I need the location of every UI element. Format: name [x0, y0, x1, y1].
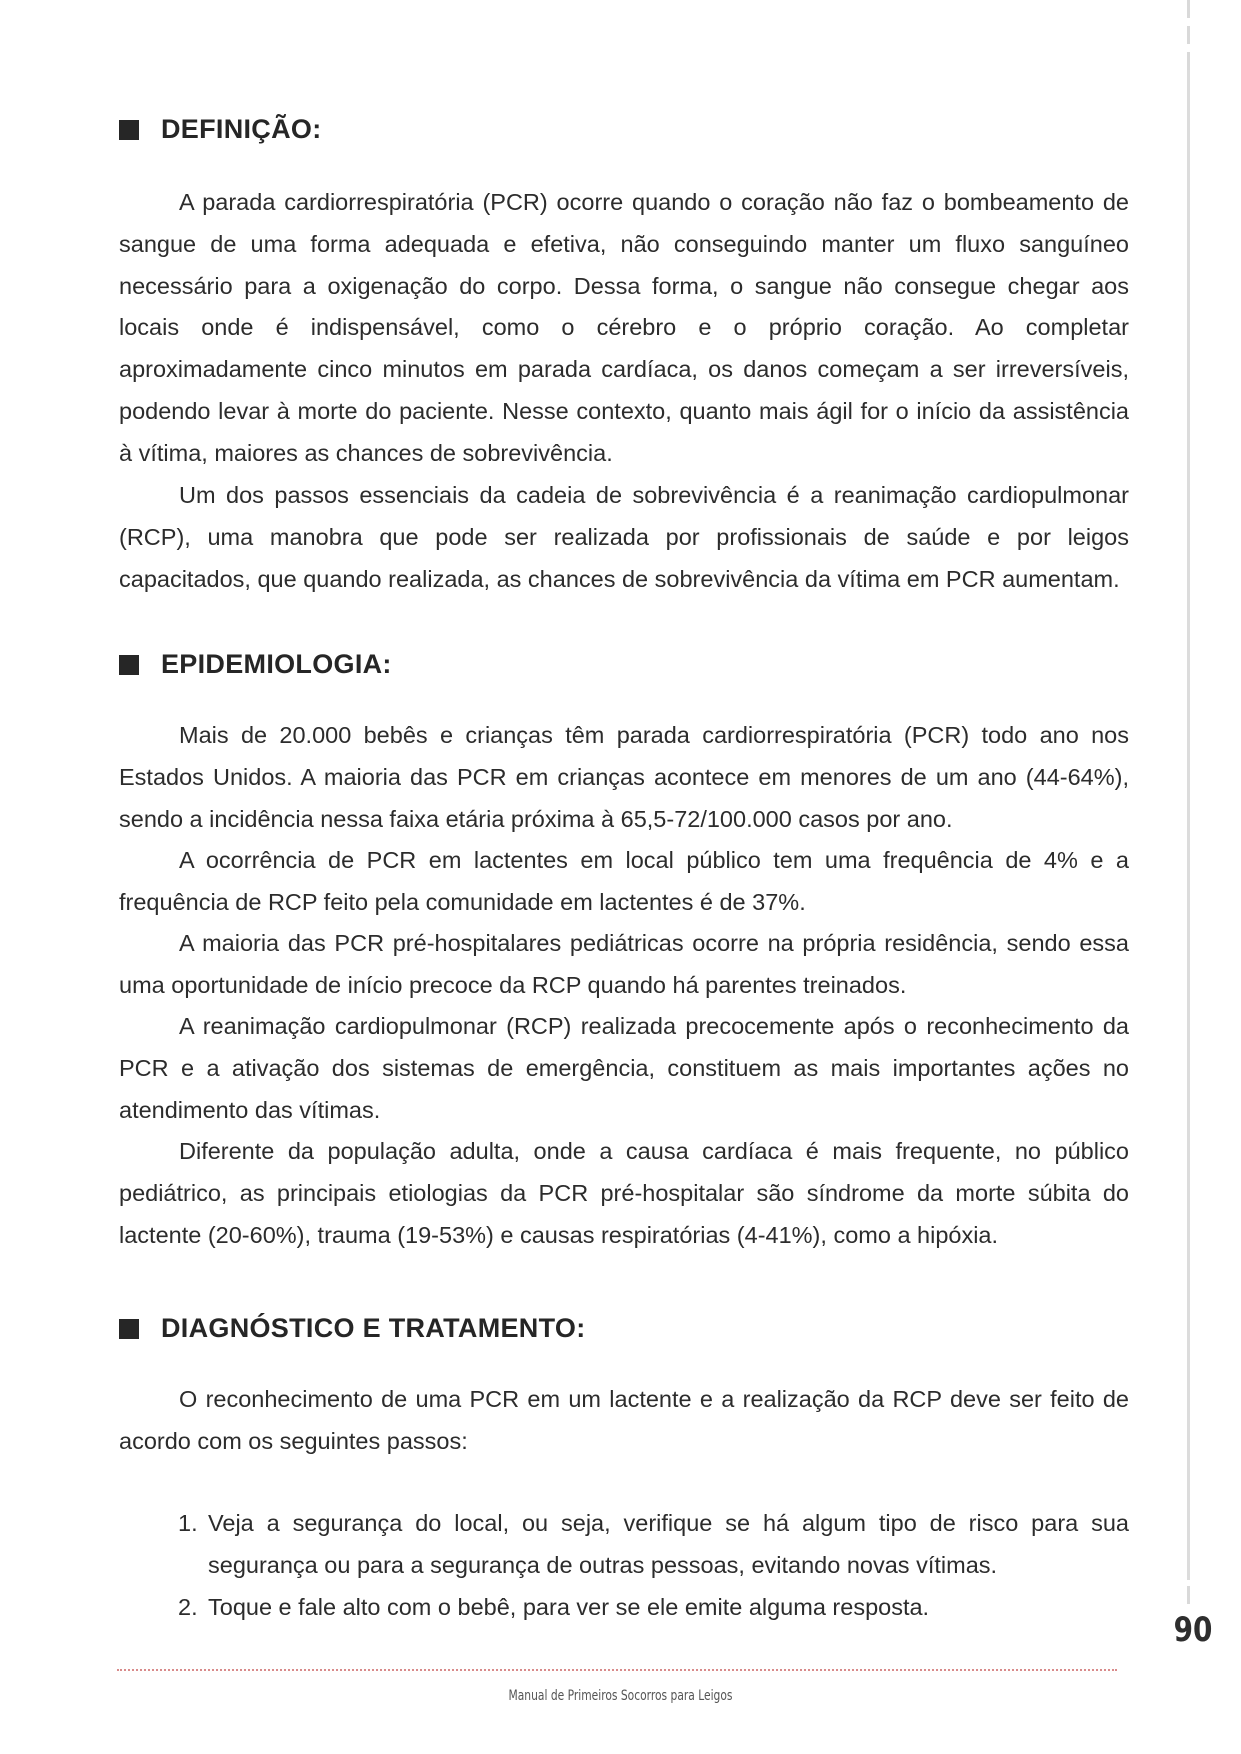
section-heading-epidemiologia — [119, 649, 392, 680]
paragraph: Diferente da população adulta, onde a causa cardíaca é mais frequente, no público pediátrico, as principais etiologias da PCR pré-hospitalar são síndrome da morte súbita do lactente (20-60%), trauma (19-53%) e causas respiratórias (4-41%), como a hipóxia. — [119, 1138, 1129, 1248]
list-item-text: Veja a segurança do local, ou seja, verifique se há algum tipo de risco para sua segurança ou para a segurança de outras pessoas, evitando novas vítimas. — [208, 1510, 1129, 1578]
list-item — [119, 1587, 1129, 1629]
section-title: DIAGNÓSTICO E TRATAMENTO: — [161, 1313, 586, 1343]
paragraph: Mais de 20.000 bebês e crianças têm parada cardiorrespiratória (PCR) todo ano nos Estados Unidos. A maioria das PCR em crianças acontece em menores de um ano (44-64%), sendo a incidência nessa faixa etária próxima à 65,5-72/100.000 casos por ano. — [119, 722, 1129, 832]
heading-bullet-icon — [119, 655, 139, 675]
paragraph: Um dos passos essenciais da cadeia de sobrevivência é a reanimação cardiopulmonar (RCP), uma manobra que pode ser realizada por profissionais de saúde e por leigos capacitados, que quando realizada, as chances de sobrevivência da vítima em PCR aumentam. — [119, 482, 1129, 592]
section-heading-definicao — [119, 114, 322, 145]
list-item-number: 1. — [178, 1510, 198, 1536]
list-item — [119, 1503, 1129, 1587]
list-item-number: 2. — [178, 1593, 198, 1620]
heading-bullet-icon — [119, 1319, 139, 1339]
steps-list — [119, 1503, 1129, 1628]
paragraph: A ocorrência de PCR em lactentes em local público tem uma frequência de 4% e a frequência de RCP feito pela comunidade em lactentes é de 37%. — [119, 847, 1129, 915]
section-title: EPIDEMIOLOGIA: — [161, 649, 392, 679]
paragraph: A reanimação cardiopulmonar (RCP) realizada precocemente após o reconhecimento da PCR e a ativação dos sistemas de emergência, constituem as mais importantes ações no atendimento das vítimas. — [119, 1013, 1129, 1123]
heading-bullet-icon — [119, 120, 139, 140]
paragraph: O reconhecimento de uma PCR em um lactente e a realização da RCP deve ser feito de acordo com os seguintes passos: — [119, 1386, 1129, 1454]
paragraph: A maioria das PCR pré-hospitalares pediátricas ocorre na própria residência, sendo essa uma oportunidade de início precoce da RCP quando há parentes treinados. — [119, 930, 1129, 998]
page-number: 90 — [1173, 1610, 1213, 1650]
margin-rule — [1187, 70, 1190, 1580]
list-item-text: Toque e fale alto com o bebê, para ver se ele emite alguma resposta. — [208, 1593, 930, 1620]
section-heading-diagnostico — [119, 1313, 585, 1344]
footer-title: Manual de Primeiros Socorros para Leigos — [508, 1688, 733, 1704]
section-title: DEFINIÇÃO: — [161, 114, 322, 144]
footer-divider — [117, 1669, 1117, 1671]
paragraph: A parada cardiorrespiratória (PCR) ocorre quando o coração não faz o bombeamento de sangue de uma forma adequada e efetiva, não conseguindo manter um fluxo sanguíneo necessário para a oxigenação do corpo. Dessa forma, o sangue não consegue chegar aos locais onde é indispensável, como o cérebro e o próprio coração. Ao completar aproximadamente cinco minutos em parada cardíaca, os danos começam a ser irreversíveis, podendo levar à morte do paciente. Nesse contexto, quanto mais ágil for o início da assistência à vítima, maiores as chances de sobrevivência. — [119, 189, 1129, 466]
